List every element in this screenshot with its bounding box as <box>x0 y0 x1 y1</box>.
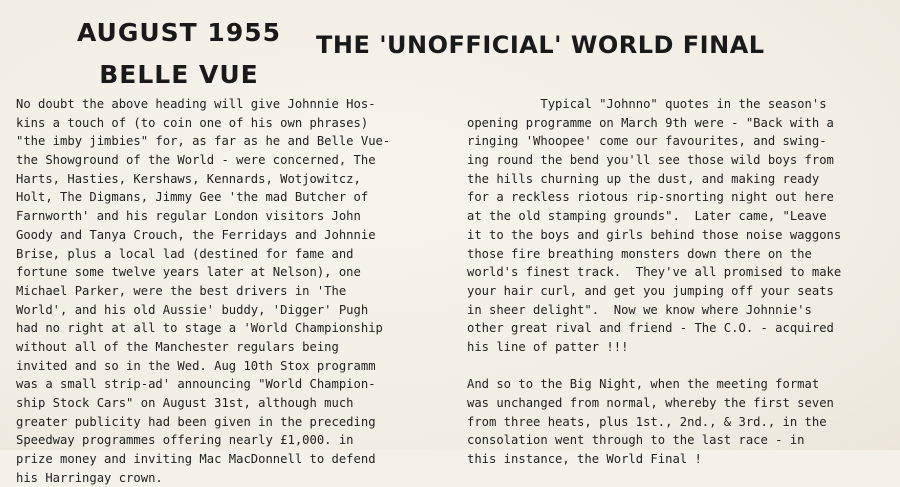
article-title: THE 'UNOFFICIAL' WORLD FINAL <box>316 31 765 59</box>
text-line: opening programme on March 9th were - "Back with a <box>467 115 834 130</box>
text-line: Farnworth' and his regular London visitors John <box>16 209 361 224</box>
text-line: your hair curl, and get you jumping off your seats <box>467 283 834 298</box>
text-line: other great rival and friend - The C.O. - acquired <box>467 321 834 336</box>
heading-date: AUGUST 1955 <box>76 18 282 47</box>
text-line: World', and his old Aussie' buddy, 'Digger' Pugh <box>16 302 369 317</box>
text-line: greater publicity had been given in the preceding <box>16 414 376 429</box>
text-line: those fire breathing monsters down there on the <box>467 246 812 261</box>
text-line: without all of the Manchester regulars being <box>16 339 339 354</box>
text-line: invited and so in the Wed. Aug 10th Stox programm <box>16 358 376 373</box>
text-line: Michael Parker, were the best drivers in 'The <box>16 283 347 298</box>
text-line: fortune some twelve years later at Nelson), one <box>16 265 361 280</box>
right-column-text <box>467 95 887 469</box>
heading-venue: BELLE VUE <box>99 60 259 89</box>
text-line: ringing 'Whoopee' come our favourites, and swing- <box>467 134 827 149</box>
text-line: Speedway programmes offering nearly £1,000. in <box>16 433 354 448</box>
text-line: "the imby jimbies" for, as far as he and Belle Vue- <box>16 134 391 149</box>
text-line: this instance, the World Final ! <box>467 452 702 467</box>
text-line: from three heats, plus 1st., 2nd., & 3rd., in the <box>467 414 827 429</box>
text-line: it to the boys and girls behind those noise waggons <box>467 227 842 242</box>
text-line: world's finest track. They've all promised to make <box>467 265 842 280</box>
paragraph-gap <box>467 357 887 376</box>
text-line: Holt, The Digmans, Jimmy Gee 'the mad Butcher of <box>16 190 369 205</box>
text-line: in sheer delight". Now we know where Johnnie's <box>467 302 812 317</box>
text-line: And so to the Big Night, when the meeting format <box>467 377 820 392</box>
text-line: Goody and Tanya Crouch, the Ferridays and Johnnie <box>16 227 376 242</box>
text-line: the hills churning up the dust, and making ready <box>467 171 820 186</box>
text-line: Harts, Hasties, Kershaws, Kennards, Wotjowitcz, <box>16 171 361 186</box>
text-line: for a reckless riotous rip-snorting night out here <box>467 190 834 205</box>
text-line: at the old stamping grounds". Later came, "Leave <box>467 209 827 224</box>
date-venue-heading <box>74 12 284 96</box>
text-line: Typical "Johnno" quotes in the season's <box>467 97 827 111</box>
text-line: ship Stock Cars" on August 31st, although much <box>16 396 354 410</box>
left-column-text <box>16 95 436 487</box>
text-line: Brise, plus a local lad (destined for fame and <box>16 246 354 261</box>
text-line: had no right at all to stage a 'World Championship <box>16 321 383 336</box>
text-line: his Harringay crown. <box>16 470 163 485</box>
text-line: consolation went through to the last race - in <box>467 433 805 448</box>
text-line: the Showground of the World - were concerned, The <box>16 153 376 168</box>
text-line: was a small strip-ad' announcing "World Champion- <box>16 377 376 392</box>
text-line: prize money and inviting Mac MacDonnell to defend <box>16 452 376 467</box>
text-line: was unchanged from normal, whereby the first seven <box>467 396 834 410</box>
text-line: No doubt the above heading will give Johnnie Hos- <box>16 97 376 111</box>
text-line: his line of patter !!! <box>467 339 629 354</box>
text-line: kins a touch of (to coin one of his own phrases) <box>16 115 369 130</box>
text-line: ing round the bend you'll see those wild boys from <box>467 153 834 168</box>
